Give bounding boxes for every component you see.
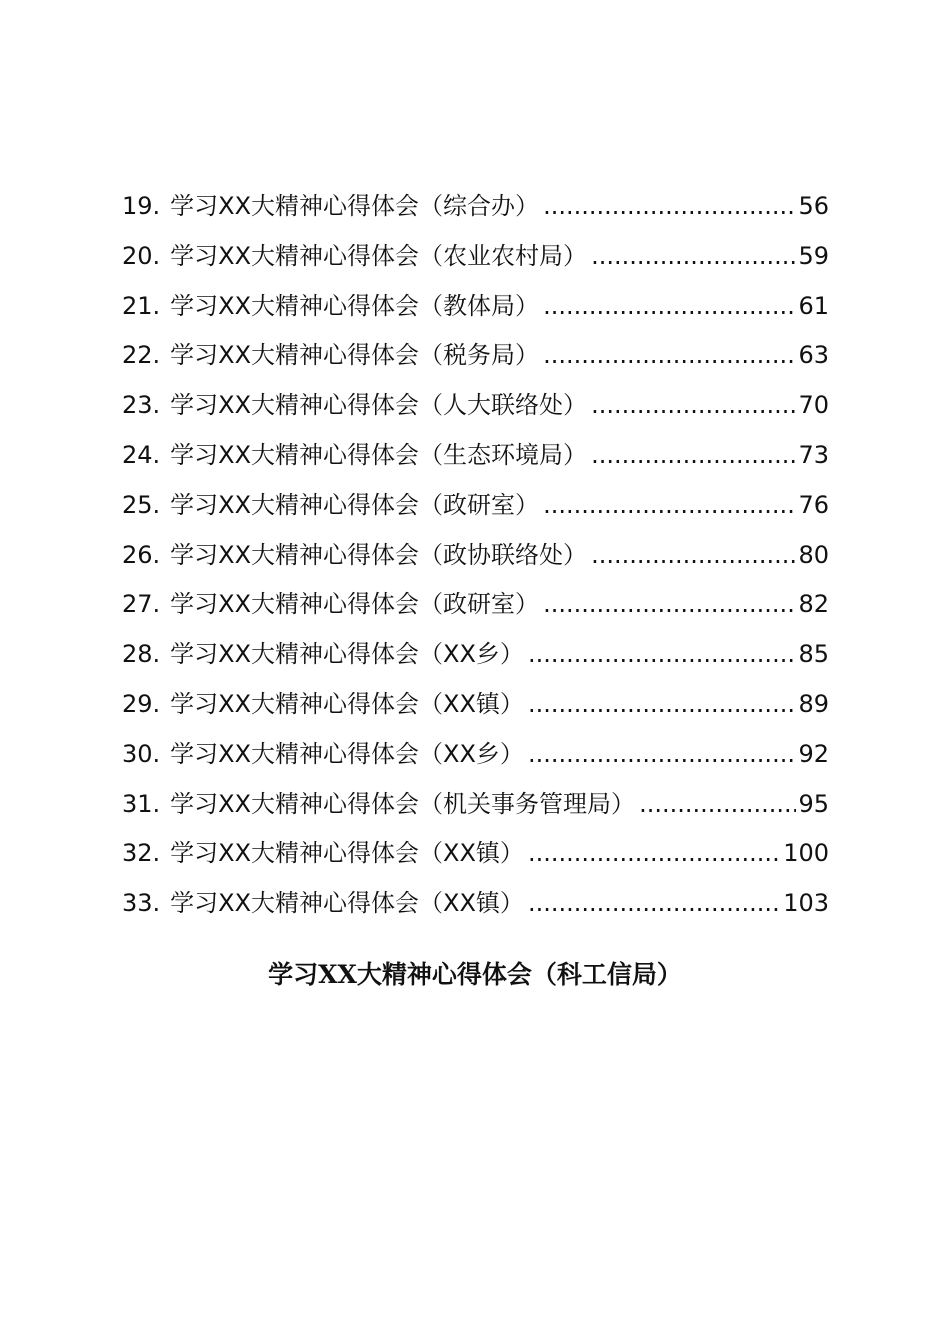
toc-dot-leader: [528, 640, 797, 668]
toc-entry-number: 25.: [122, 490, 161, 519]
toc-dot-leader: [528, 740, 797, 768]
toc-entry-number: 26.: [122, 540, 161, 569]
toc-entry-page: 63: [798, 341, 829, 370]
toc-entry[interactable]: [122, 634, 829, 684]
toc-entry-title: 学习XX大精神心得体会（XX镇）: [170, 889, 524, 918]
section-heading: 学习XX大精神心得体会（科工信局）: [268, 960, 682, 989]
toc-entry-page: 70: [798, 391, 829, 420]
toc-entry-number: 21.: [122, 291, 161, 320]
toc-entry-number: 23.: [122, 391, 161, 420]
toc-entry-number: 22.: [122, 341, 161, 370]
toc-entry[interactable]: [122, 186, 829, 236]
toc-entry-number: 29.: [122, 689, 161, 718]
toc-entry-page: 80: [798, 540, 829, 569]
toc-entry[interactable]: [122, 236, 829, 286]
toc-entry-title: 学习XX大精神心得体会（政研室）: [170, 490, 540, 519]
toc-dot-leader: [543, 292, 796, 320]
toc-entry-title: 学习XX大精神心得体会（XX乡）: [170, 640, 524, 669]
toc-entry-title: 学习XX大精神心得体会（政研室）: [170, 590, 540, 619]
toc-entry-page: 85: [798, 640, 829, 669]
toc-entry-number: 32.: [122, 839, 161, 868]
toc-entry-page: 92: [798, 739, 829, 768]
toc-entry[interactable]: [122, 286, 829, 336]
toc-entry-page: 89: [798, 689, 829, 718]
toc-dot-leader: [543, 491, 796, 519]
toc-entry[interactable]: [122, 535, 829, 585]
toc-entry-page: 59: [798, 241, 829, 270]
toc-entry-title: 学习XX大精神心得体会（教体局）: [170, 291, 540, 320]
toc-entry-page: 56: [798, 192, 829, 220]
toc-dot-leader: [543, 192, 796, 220]
toc-entry-title: 学习XX大精神心得体会（政协联络处）: [170, 540, 588, 569]
toc-entry-number: 27.: [122, 590, 161, 619]
toc-entry[interactable]: [122, 485, 829, 535]
toc-entry[interactable]: [122, 734, 829, 784]
toc-entry[interactable]: [122, 784, 829, 834]
toc-dot-leader: [591, 391, 796, 419]
toc-entry[interactable]: [122, 833, 829, 883]
toc-entry-title: 学习XX大精神心得体会（生态环境局）: [170, 440, 588, 469]
toc-entry-number: 20.: [122, 241, 161, 270]
toc-entry-page: 82: [798, 590, 829, 619]
toc-entry[interactable]: [122, 584, 829, 634]
toc-entry[interactable]: [122, 684, 829, 734]
toc-entry[interactable]: [122, 385, 829, 435]
toc-entry-title: 学习XX大精神心得体会（机关事务管理局）: [170, 789, 636, 818]
toc-entry-page: 76: [798, 490, 829, 519]
toc-dot-leader: [639, 790, 796, 818]
toc-entry-title: 学习XX大精神心得体会（人大联络处）: [170, 391, 588, 420]
toc-entry-number: 30.: [122, 739, 161, 768]
toc-entry-page: 103: [783, 889, 829, 918]
toc-entry-title: 学习XX大精神心得体会（综合办）: [170, 192, 540, 220]
toc-entry[interactable]: [122, 435, 829, 485]
toc-dot-leader: [528, 839, 781, 867]
toc-dot-leader: [528, 889, 781, 917]
toc-entry-number: 33.: [122, 889, 161, 918]
toc-entry-title: 学习XX大精神心得体会（农业农村局）: [170, 241, 588, 270]
toc-entry-title: 学习XX大精神心得体会（XX镇）: [170, 839, 524, 868]
toc-entry-number: 24.: [122, 440, 161, 469]
toc-entry-number: 28.: [122, 640, 161, 669]
toc-entry[interactable]: [122, 883, 829, 933]
toc-entry-number: 31.: [122, 789, 161, 818]
toc-entry-number: 19.: [122, 192, 161, 220]
table-of-contents: [122, 186, 829, 933]
toc-dot-leader: [591, 242, 796, 270]
toc-entry-title: 学习XX大精神心得体会（税务局）: [170, 341, 540, 370]
toc-entry-page: 61: [798, 291, 829, 320]
toc-dot-leader: [591, 541, 796, 569]
toc-entry-title: 学习XX大精神心得体会（XX乡）: [170, 739, 524, 768]
toc-entry-title: 学习XX大精神心得体会（XX镇）: [170, 689, 524, 718]
toc-dot-leader: [543, 341, 796, 369]
toc-entry-page: 73: [798, 440, 829, 469]
toc-dot-leader: [591, 441, 796, 469]
toc-dot-leader: [528, 690, 797, 718]
toc-entry[interactable]: [122, 335, 829, 385]
toc-dot-leader: [543, 590, 796, 618]
toc-entry-page: 100: [783, 839, 829, 868]
toc-entry-page: 95: [798, 789, 829, 818]
